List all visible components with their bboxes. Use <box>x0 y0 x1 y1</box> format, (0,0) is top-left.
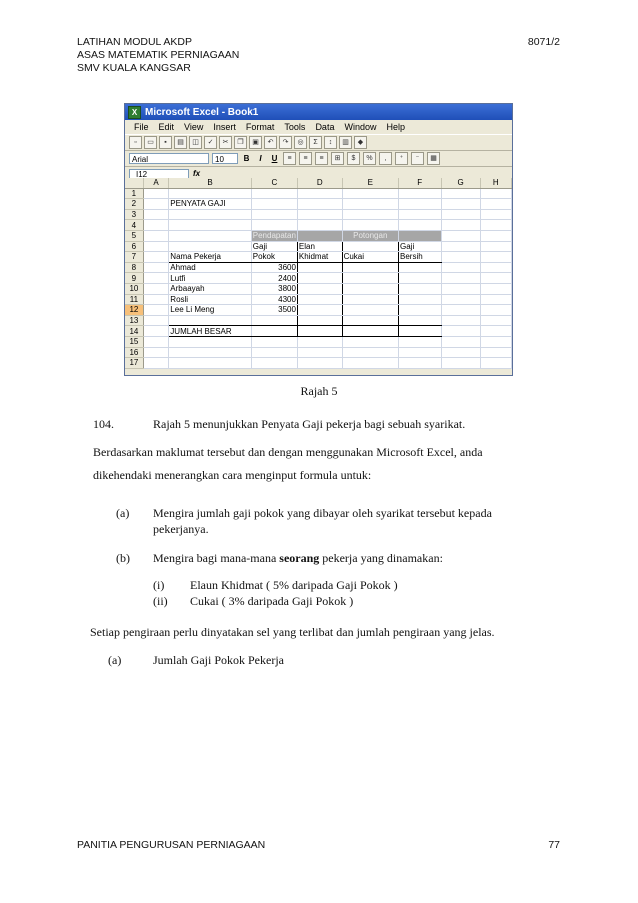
cell-g17[interactable] <box>441 358 480 369</box>
column-header-b[interactable]: B <box>169 178 251 188</box>
cell-a3[interactable] <box>143 209 169 220</box>
hyperlink-icon[interactable]: ◎ <box>294 136 307 149</box>
column-header-row <box>125 178 512 188</box>
cell-f8[interactable] <box>399 262 442 273</box>
cell-e9[interactable] <box>342 273 398 284</box>
cell-f6[interactable]: Gaji <box>399 241 442 252</box>
cell-f1[interactable] <box>399 188 442 199</box>
cell-a7[interactable] <box>143 252 169 263</box>
cell-f14[interactable] <box>399 326 442 337</box>
font-size-select[interactable]: 10 <box>212 153 238 164</box>
cell-h11[interactable] <box>480 294 511 305</box>
cell-a1[interactable] <box>143 188 169 199</box>
cell-a14[interactable] <box>143 326 169 337</box>
column-header-a[interactable]: A <box>143 178 169 188</box>
cell-c7[interactable]: Pokok <box>251 252 297 263</box>
sheet-row <box>125 262 512 273</box>
cell-a11[interactable] <box>143 294 169 305</box>
part-a-line-1: Mengira jumlah gaji pokok yang dibayar oleh syarikat tersebut kepada <box>153 506 492 520</box>
cell-g4[interactable] <box>441 220 480 231</box>
cell-f10[interactable] <box>399 283 442 294</box>
cell-h2[interactable] <box>480 199 511 210</box>
cell-h7[interactable] <box>480 252 511 263</box>
cell-c14[interactable] <box>251 326 297 337</box>
column-header-f[interactable]: F <box>399 178 442 188</box>
cell-b13[interactable] <box>169 315 251 326</box>
cell-f17[interactable] <box>399 358 442 369</box>
menu-edit[interactable]: Edit <box>158 122 175 132</box>
paper-code: 8071/2 <box>527 36 560 48</box>
row-header[interactable]: 9 <box>125 273 143 284</box>
sub-i-text: Elaun Khidmat ( 5% daripada Gaji Pokok ) <box>190 578 398 592</box>
row-header[interactable]: 4 <box>125 220 143 231</box>
cell-e12[interactable] <box>342 305 398 316</box>
cell-e2[interactable] <box>342 199 398 210</box>
cell-d16[interactable] <box>297 347 342 358</box>
standard-toolbar <box>125 134 512 151</box>
cell-c10[interactable]: 3800 <box>251 283 297 294</box>
excel-title: Microsoft Excel - Book1 <box>145 106 259 118</box>
cell-e10[interactable] <box>342 283 398 294</box>
cell-a15[interactable] <box>143 336 169 347</box>
question-intro: Rajah 5 menunjukkan Penyata Gaji pekerja bagi sebuah syarikat. <box>153 417 466 431</box>
bold-icon[interactable]: B <box>243 154 250 163</box>
cell-f11[interactable] <box>399 294 442 305</box>
sheet-row <box>125 336 512 347</box>
print-icon[interactable]: ▤ <box>174 136 187 149</box>
cell-c12[interactable]: 3500 <box>251 305 297 316</box>
cell-c15[interactable] <box>251 336 297 347</box>
sub-ii-text: Cukai ( 3% daripada Gaji Pokok ) <box>190 594 354 608</box>
cell-a10[interactable] <box>143 283 169 294</box>
menu-file[interactable]: File <box>134 122 149 132</box>
cell-a13[interactable] <box>143 315 169 326</box>
cell-e14[interactable] <box>342 326 398 337</box>
cell-b3[interactable] <box>169 209 251 220</box>
menu-view[interactable]: View <box>184 122 204 132</box>
cell-g2[interactable] <box>441 199 480 210</box>
row-header[interactable]: 1 <box>125 188 143 199</box>
cell-g7[interactable] <box>441 252 480 263</box>
sort-icon[interactable]: ↕ <box>324 136 337 149</box>
cell-d13[interactable] <box>297 315 342 326</box>
cell-g13[interactable] <box>441 315 480 326</box>
cell-h8[interactable] <box>480 262 511 273</box>
cell-f9[interactable] <box>399 273 442 284</box>
instruction-note: Setiap pengiraan perlu dinyatakan sel yang terlibat dan jumlah pengiraan yang jelas. <box>90 625 495 639</box>
cell-d9[interactable] <box>297 273 342 284</box>
chart-icon[interactable]: ▥ <box>339 136 352 149</box>
cell-b5[interactable] <box>169 230 251 241</box>
cell-c1[interactable] <box>251 188 297 199</box>
row-header[interactable]: 6 <box>125 241 143 252</box>
cell-h13[interactable] <box>480 315 511 326</box>
sheet-row <box>125 315 512 326</box>
cell-c13[interactable] <box>251 315 297 326</box>
cell-g8[interactable] <box>441 262 480 273</box>
row-header[interactable]: 14 <box>125 326 143 337</box>
excel-logo-icon: X <box>128 106 141 119</box>
cell-a5[interactable] <box>143 230 169 241</box>
autosum-icon[interactable]: Σ <box>309 136 322 149</box>
undo-icon[interactable]: ↶ <box>264 136 277 149</box>
cell-a17[interactable] <box>143 358 169 369</box>
cell-f13[interactable] <box>399 315 442 326</box>
page-number: 77 <box>548 839 560 851</box>
sheet-row <box>125 347 512 358</box>
cell-g15[interactable] <box>441 336 480 347</box>
new-icon[interactable]: ▫ <box>129 136 142 149</box>
cell-g9[interactable] <box>441 273 480 284</box>
cell-b1[interactable] <box>169 188 251 199</box>
sheet-row <box>125 199 512 210</box>
cell-g16[interactable] <box>441 347 480 358</box>
part-b-post: pekerja yang dinamakan: <box>319 551 443 565</box>
sheet-row <box>125 358 512 369</box>
header-line-1: LATIHAN MODUL AKDP <box>77 36 192 48</box>
cell-c8[interactable]: 3600 <box>251 262 297 273</box>
preview-icon[interactable]: ◫ <box>189 136 202 149</box>
cell-b15[interactable] <box>169 336 251 347</box>
paste-icon[interactable]: ▣ <box>249 136 262 149</box>
sheet-row <box>125 220 512 231</box>
cell-h12[interactable] <box>480 305 511 316</box>
sheet-row <box>125 230 512 241</box>
cell-d6[interactable]: Elan <box>297 241 342 252</box>
cell-h15[interactable] <box>480 336 511 347</box>
cell-f12[interactable] <box>399 305 442 316</box>
comma-icon[interactable]: , <box>379 152 392 165</box>
save-icon[interactable]: ▪ <box>159 136 172 149</box>
cell-b16[interactable] <box>169 347 251 358</box>
column-header-g[interactable]: G <box>441 178 480 188</box>
cell-a2[interactable] <box>143 199 169 210</box>
drawing-icon[interactable]: ◆ <box>354 136 367 149</box>
cell-d7[interactable]: Khidmat <box>297 252 342 263</box>
fx-icon[interactable]: fx <box>193 169 201 178</box>
row-header[interactable]: 12 <box>125 305 143 316</box>
cell-g1[interactable] <box>441 188 480 199</box>
cell-f3[interactable] <box>399 209 442 220</box>
sheet-row <box>125 305 512 316</box>
sheet-row <box>125 188 512 199</box>
row-header[interactable]: 15 <box>125 336 143 347</box>
excel-window <box>124 103 513 376</box>
underline-icon[interactable]: U <box>271 154 278 163</box>
sub-i-label: (i) <box>153 578 165 592</box>
cell-b8[interactable]: Ahmad <box>169 262 251 273</box>
percent-icon[interactable]: % <box>363 152 376 165</box>
question-para-2: dikehendaki menerangkan cara menginput formula untuk: <box>93 468 372 482</box>
open-icon[interactable]: ▭ <box>144 136 157 149</box>
column-header-h[interactable]: H <box>480 178 511 188</box>
spreadsheet-grid <box>125 178 512 369</box>
cell-d5[interactable] <box>297 230 342 241</box>
cell-g14[interactable] <box>441 326 480 337</box>
cell-g12[interactable] <box>441 305 480 316</box>
cell-d4[interactable] <box>297 220 342 231</box>
cell-b2[interactable]: PENYATA GAJI <box>169 199 251 210</box>
cell-g5[interactable] <box>441 230 480 241</box>
cell-b12[interactable]: Lee Li Meng <box>169 305 251 316</box>
cell-c9[interactable]: 2400 <box>251 273 297 284</box>
cell-c6[interactable]: Gaji <box>251 241 297 252</box>
cell-d14[interactable] <box>297 326 342 337</box>
cell-h16[interactable] <box>480 347 511 358</box>
borders-icon[interactable]: ▦ <box>427 152 440 165</box>
cell-g3[interactable] <box>441 209 480 220</box>
cell-d15[interactable] <box>297 336 342 347</box>
align-left-icon[interactable]: ≡ <box>283 152 296 165</box>
sheet-row <box>125 326 512 337</box>
cell-e15[interactable] <box>342 336 398 347</box>
cell-b4[interactable] <box>169 220 251 231</box>
menu-tools[interactable]: Tools <box>284 122 306 132</box>
cell-h4[interactable] <box>480 220 511 231</box>
menu-bar <box>125 120 512 134</box>
cell-h3[interactable] <box>480 209 511 220</box>
cell-c5[interactable]: Pendapatan <box>252 231 296 241</box>
menu-data[interactable]: Data <box>315 122 335 132</box>
row-header[interactable]: 17 <box>125 358 143 369</box>
cell-a9[interactable] <box>143 273 169 284</box>
cell-f7[interactable]: Bersih <box>399 252 442 263</box>
cell-e7[interactable]: Cukai <box>342 252 398 263</box>
row-header[interactable]: 11 <box>125 294 143 305</box>
menu-insert[interactable]: Insert <box>213 122 236 132</box>
align-right-icon[interactable]: ≡ <box>315 152 328 165</box>
cell-g6[interactable] <box>441 241 480 252</box>
row-header[interactable]: 5 <box>125 230 143 241</box>
header-block <box>77 36 239 75</box>
cell-c16[interactable] <box>251 347 297 358</box>
row-header[interactable]: 13 <box>125 315 143 326</box>
cell-a12[interactable] <box>143 305 169 316</box>
cell-c17[interactable] <box>251 358 297 369</box>
cell-h10[interactable] <box>480 283 511 294</box>
merge-center-icon[interactable]: ⊞ <box>331 152 344 165</box>
cell-h9[interactable] <box>480 273 511 284</box>
sheet-row <box>125 241 512 252</box>
cell-h6[interactable] <box>480 241 511 252</box>
column-header-c[interactable]: C <box>251 178 297 188</box>
cell-e11[interactable] <box>342 294 398 305</box>
cell-a8[interactable] <box>143 262 169 273</box>
row-header[interactable]: 3 <box>125 209 143 220</box>
cell-b9[interactable]: Lutfi <box>169 273 251 284</box>
part-a-line-2: pekerjanya. <box>153 522 209 536</box>
redo-icon[interactable]: ↷ <box>279 136 292 149</box>
row-header[interactable]: 10 <box>125 283 143 294</box>
sheet-row <box>125 294 512 305</box>
row-header[interactable]: 2 <box>125 199 143 210</box>
cell-e3[interactable] <box>342 209 398 220</box>
cell-f5[interactable] <box>399 230 442 241</box>
cell-d8[interactable] <box>297 262 342 273</box>
align-center-icon[interactable]: ≡ <box>299 152 312 165</box>
sheet-row <box>125 209 512 220</box>
cell-e8[interactable] <box>342 262 398 273</box>
cell-e4[interactable] <box>342 220 398 231</box>
question-number: 104. <box>93 417 114 431</box>
cell-h14[interactable] <box>480 326 511 337</box>
cell-e5[interactable]: Potongan <box>342 230 398 241</box>
currency-icon[interactable]: $ <box>347 152 360 165</box>
header-line-3: SMV KUALA KANGSAR <box>77 62 191 74</box>
cell-d3[interactable] <box>297 209 342 220</box>
cell-f15[interactable] <box>399 336 442 347</box>
cell-a16[interactable] <box>143 347 169 358</box>
sub-ii-label: (ii) <box>153 594 168 608</box>
cell-c3[interactable] <box>251 209 297 220</box>
cell-b11[interactable]: Rosli <box>169 294 251 305</box>
increase-decimal-icon[interactable]: ⁺ <box>395 152 408 165</box>
cell-d12[interactable] <box>297 305 342 316</box>
cell-c11[interactable]: 4300 <box>251 294 297 305</box>
cut-icon[interactable]: ✂ <box>219 136 232 149</box>
sheet-row <box>125 273 512 284</box>
excel-titlebar[interactable] <box>125 104 512 120</box>
cell-a4[interactable] <box>143 220 169 231</box>
answer-a-label: (a) <box>108 653 122 667</box>
cell-b7[interactable]: Nama Pekerja <box>169 252 251 263</box>
cell-c4[interactable] <box>251 220 297 231</box>
cell-f2[interactable] <box>399 199 442 210</box>
row-header[interactable]: 8 <box>125 262 143 273</box>
cell-a6[interactable] <box>143 241 169 252</box>
cell-e1[interactable] <box>342 188 398 199</box>
header-line-2: ASAS MATEMATIK PERNIAGAAN <box>77 49 240 61</box>
cell-f4[interactable] <box>399 220 442 231</box>
cell-d2[interactable] <box>297 199 342 210</box>
cell-h1[interactable] <box>480 188 511 199</box>
spelling-icon[interactable]: ✓ <box>204 136 217 149</box>
cell-b6[interactable] <box>169 241 251 252</box>
cell-d11[interactable] <box>297 294 342 305</box>
part-a-label: (a) <box>116 506 130 520</box>
cell-b14[interactable]: JUMLAH BESAR <box>169 326 251 337</box>
figure-caption: Rajah 5 <box>300 384 338 398</box>
cell-d17[interactable] <box>297 358 342 369</box>
sheet-row <box>125 252 512 263</box>
part-b-bold: seorang <box>279 551 320 565</box>
cell-c2[interactable] <box>251 199 297 210</box>
decrease-decimal-icon[interactable]: ⁻ <box>411 152 424 165</box>
cell-g10[interactable] <box>441 283 480 294</box>
part-b-text <box>153 550 443 566</box>
row-header[interactable]: 7 <box>125 252 143 263</box>
formatting-toolbar <box>125 151 512 167</box>
cell-d1[interactable] <box>297 188 342 199</box>
sheet-row <box>125 283 512 294</box>
cell-f16[interactable] <box>399 347 442 358</box>
cell-e16[interactable] <box>342 347 398 358</box>
italic-icon[interactable]: I <box>259 154 262 163</box>
cell-e17[interactable] <box>342 358 398 369</box>
copy-icon[interactable]: ❐ <box>234 136 247 149</box>
part-b-pre: Mengira bagi mana-mana <box>153 551 280 565</box>
cell-h5[interactable] <box>480 230 511 241</box>
footer-text: PANITIA PENGURUSAN PERNIAGAAN <box>77 839 266 851</box>
name-box[interactable]: I12 <box>129 169 189 179</box>
cell-g11[interactable] <box>441 294 480 305</box>
question-para-1: Berdasarkan maklumat tersebut dan dengan menggunakan Microsoft Excel, anda <box>93 445 483 459</box>
font-name-select[interactable]: Arial <box>129 153 209 164</box>
cell-d10[interactable] <box>297 283 342 294</box>
column-header-e[interactable]: E <box>342 178 398 188</box>
row-header[interactable]: 16 <box>125 347 143 358</box>
menu-window[interactable]: Window <box>344 122 377 132</box>
cell-e13[interactable] <box>342 315 398 326</box>
cell-e6[interactable] <box>342 241 398 252</box>
cell-b10[interactable]: Arbaayah <box>169 283 251 294</box>
answer-a-text: Jumlah Gaji Pokok Pekerja <box>153 653 284 667</box>
cell-h17[interactable] <box>480 358 511 369</box>
menu-help[interactable]: Help <box>386 122 405 132</box>
cell-b17[interactable] <box>169 358 251 369</box>
column-header-d[interactable]: D <box>297 178 342 188</box>
part-b-label: (b) <box>116 551 130 565</box>
select-all-corner[interactable] <box>125 178 143 188</box>
menu-format[interactable]: Format <box>245 122 275 132</box>
